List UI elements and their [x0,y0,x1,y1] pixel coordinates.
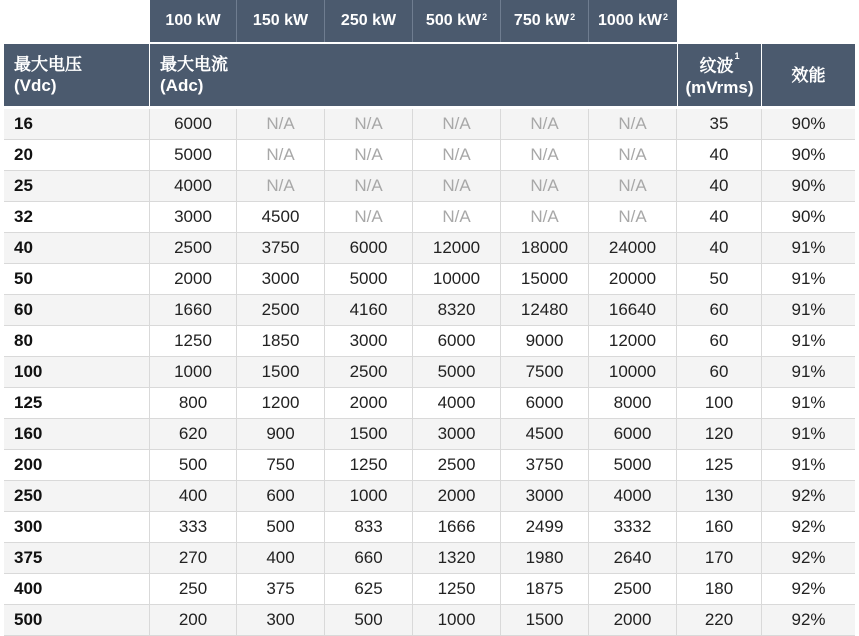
current-100kw-cell: 333 [150,512,237,542]
current-500kw-cell: N/A [413,202,501,232]
current-100kw-cell: 400 [150,481,237,511]
voltage-cell: 20 [4,140,150,170]
current-150kw-cell: 300 [237,605,325,635]
ripple-cell: 220 [677,605,762,635]
current-100kw-cell: 270 [150,543,237,573]
current-1000kw-cell: 12000 [589,326,677,356]
efficiency-cell: 92% [791,517,826,536]
current-150kw-cell: N/A [237,171,325,201]
table-row [4,388,855,419]
voltage-cell: 25 [4,171,150,201]
current-500kw-cell: 5000 [413,357,501,387]
current-150kw-cell: 400 [237,543,325,573]
ripple-cell: 170 [677,543,762,573]
current-1000kw-cell: 10000 [589,357,677,387]
current-750kw-cell: N/A [501,202,589,232]
current-header-unit: (Adc) [160,76,204,95]
current-250kw-cell: N/A [325,202,413,232]
current-750kw-cell: 12480 [501,295,589,325]
current-1000kw-cell: 3332 [589,512,677,542]
voltage-cell: 200 [4,450,150,480]
current-150kw-cell: 600 [237,481,325,511]
current-500kw-cell: N/A [413,171,501,201]
current-1000kw-cell: 16640 [589,295,677,325]
current-500kw-cell: 8320 [413,295,501,325]
current-150kw-cell: 1500 [237,357,325,387]
current-250kw-cell: N/A [325,109,413,139]
efficiency-cell: 92% [791,548,826,567]
power-header-label: 1000 kW [597,12,663,29]
ripple-cell: 60 [677,357,762,387]
voltage-cell: 50 [4,264,150,294]
current-1000kw-cell: 2000 [589,605,677,635]
footnote-marker: 2 [663,12,669,22]
current-500kw-cell: 10000 [413,264,501,294]
voltage-cell: 60 [4,295,150,325]
efficiency-cell: 90% [791,145,826,164]
efficiency-cell: 92% [791,610,826,629]
efficiency-cell: 91% [791,300,826,319]
current-750kw-cell: 18000 [501,233,589,263]
current-750kw-cell: 6000 [501,388,589,418]
footnote-marker: 2 [482,12,488,22]
table-row [4,202,855,233]
ripple-cell: 160 [677,512,762,542]
current-500kw-cell: 2500 [413,450,501,480]
current-150kw-cell: 3000 [237,264,325,294]
current-150kw-cell: 750 [237,450,325,480]
current-1000kw-cell: N/A [589,202,677,232]
table-row [4,171,855,202]
current-250kw-cell: 2500 [325,357,413,387]
table-row [4,295,855,326]
current-header [150,44,677,106]
power-header-500kw [413,0,501,42]
efficiency-header [762,44,855,106]
efficiency-cell: 91% [791,238,826,257]
voltage-cell: 32 [4,202,150,232]
current-750kw-cell: 9000 [501,326,589,356]
ripple-cell: 120 [677,419,762,449]
current-250kw-cell: 3000 [325,326,413,356]
table-row [4,357,855,388]
current-100kw-cell: 800 [150,388,237,418]
current-100kw-cell: 5000 [150,140,237,170]
efficiency-cell: 90% [791,176,826,195]
ripple-cell: 130 [677,481,762,511]
current-1000kw-cell: N/A [589,140,677,170]
voltage-cell: 250 [4,481,150,511]
current-500kw-cell: 12000 [413,233,501,263]
table-row [4,419,855,450]
current-500kw-cell: N/A [413,109,501,139]
current-250kw-cell: 4160 [325,295,413,325]
table-row [4,512,855,543]
voltage-cell: 40 [4,233,150,263]
ripple-cell: 40 [677,140,762,170]
current-500kw-cell: 1000 [413,605,501,635]
ripple-header-unit: (mVrms) [685,77,754,97]
current-250kw-cell: 1250 [325,450,413,480]
voltage-cell: 125 [4,388,150,418]
current-150kw-cell: N/A [237,109,325,139]
current-1000kw-cell: 2640 [589,543,677,573]
efficiency-cell: 92% [791,579,826,598]
current-100kw-cell: 500 [150,450,237,480]
current-250kw-cell: 1500 [325,419,413,449]
current-750kw-cell: 1980 [501,543,589,573]
power-header-label: 500 kW [425,12,482,29]
current-500kw-cell: N/A [413,140,501,170]
current-100kw-cell: 620 [150,419,237,449]
power-header-250kw [325,0,413,42]
table-row [4,481,855,512]
current-250kw-cell: 625 [325,574,413,604]
power-header-1000kw [589,0,677,42]
current-100kw-cell: 250 [150,574,237,604]
voltage-header [4,44,149,106]
current-250kw-cell: N/A [325,171,413,201]
table-row [4,574,855,605]
current-750kw-cell: 4500 [501,419,589,449]
current-500kw-cell: 6000 [413,326,501,356]
current-250kw-cell: 660 [325,543,413,573]
table-row [4,233,855,264]
efficiency-cell: 91% [791,269,826,288]
current-250kw-cell: 833 [325,512,413,542]
current-150kw-cell: 3750 [237,233,325,263]
current-750kw-cell: 3750 [501,450,589,480]
power-header-750kw [501,0,589,42]
efficiency-cell: 90% [791,114,826,133]
current-750kw-cell: N/A [501,140,589,170]
current-500kw-cell: 3000 [413,419,501,449]
footnote-marker: 2 [570,12,576,22]
current-1000kw-cell: 8000 [589,388,677,418]
current-150kw-cell: 4500 [237,202,325,232]
table-row [4,109,855,140]
current-100kw-cell: 1660 [150,295,237,325]
current-100kw-cell: 1000 [150,357,237,387]
current-1000kw-cell: 4000 [589,481,677,511]
voltage-cell: 100 [4,357,150,387]
current-750kw-cell: N/A [501,171,589,201]
voltage-cell: 300 [4,512,150,542]
power-header-label: 750 kW [513,12,570,29]
current-500kw-cell: 1250 [413,574,501,604]
current-150kw-cell: 500 [237,512,325,542]
ripple-header-title [699,52,739,77]
voltage-cell: 375 [4,543,150,573]
current-100kw-cell: 4000 [150,171,237,201]
efficiency-cell: 92% [791,486,826,505]
current-1000kw-cell: 20000 [589,264,677,294]
current-100kw-cell: 200 [150,605,237,635]
power-header-label: 100 kW [165,12,221,29]
current-150kw-cell: 2500 [237,295,325,325]
voltage-cell: 80 [4,326,150,356]
current-150kw-cell: 900 [237,419,325,449]
table-row [4,543,855,574]
current-100kw-cell: 6000 [150,109,237,139]
current-250kw-cell: 5000 [325,264,413,294]
power-header-100kw [150,0,237,42]
voltage-cell: 160 [4,419,150,449]
table-row [4,326,855,357]
voltage-header-title: 最大电压 [14,55,82,74]
ripple-cell: 180 [677,574,762,604]
current-100kw-cell: 3000 [150,202,237,232]
ripple-cell: 35 [677,109,762,139]
voltage-cell: 16 [4,109,150,139]
current-750kw-cell: 2499 [501,512,589,542]
efficiency-cell: 91% [791,424,826,443]
current-250kw-cell: 500 [325,605,413,635]
current-250kw-cell: 1000 [325,481,413,511]
current-1000kw-cell: N/A [589,171,677,201]
efficiency-cell: 90% [791,207,826,226]
current-500kw-cell: 1666 [413,512,501,542]
current-1000kw-cell: 5000 [589,450,677,480]
current-150kw-cell: 1200 [237,388,325,418]
current-1000kw-cell: N/A [589,109,677,139]
current-500kw-cell: 2000 [413,481,501,511]
current-750kw-cell: 1875 [501,574,589,604]
efficiency-cell: 91% [791,331,826,350]
ripple-cell: 100 [677,388,762,418]
voltage-cell: 500 [4,605,150,635]
table-row [4,264,855,295]
power-header-label: 150 kW [252,12,309,29]
footnote-marker: 1 [734,51,740,62]
power-header-150kw [237,0,325,42]
current-150kw-cell: N/A [237,140,325,170]
voltage-header-unit: (Vdc) [14,76,57,95]
efficiency-cell: 91% [791,362,826,381]
current-1000kw-cell: 6000 [589,419,677,449]
table-row [4,140,855,171]
current-150kw-cell: 375 [237,574,325,604]
current-1000kw-cell: 24000 [589,233,677,263]
current-750kw-cell: 1500 [501,605,589,635]
ripple-cell: 60 [677,295,762,325]
current-750kw-cell: N/A [501,109,589,139]
current-header-title: 最大电流 [160,55,228,74]
ripple-cell: 125 [677,450,762,480]
current-250kw-cell: N/A [325,140,413,170]
current-500kw-cell: 4000 [413,388,501,418]
ripple-cell: 40 [677,202,762,232]
current-250kw-cell: 2000 [325,388,413,418]
table-row [4,450,855,481]
current-100kw-cell: 1250 [150,326,237,356]
efficiency-header-title: 效能 [791,65,826,85]
ripple-cell: 50 [677,264,762,294]
table-row [4,605,855,636]
efficiency-cell: 91% [791,455,826,474]
current-100kw-cell: 2500 [150,233,237,263]
ripple-cell: 60 [677,326,762,356]
ripple-cell: 40 [677,233,762,263]
efficiency-cell: 91% [791,393,826,412]
ripple-cell: 40 [677,171,762,201]
ripple-header-label: 纹波 [699,56,734,76]
current-1000kw-cell: 2500 [589,574,677,604]
current-500kw-cell: 1320 [413,543,501,573]
current-150kw-cell: 1850 [237,326,325,356]
power-header-label: 250 kW [340,12,397,29]
voltage-cell: 400 [4,574,150,604]
current-250kw-cell: 6000 [325,233,413,263]
current-750kw-cell: 15000 [501,264,589,294]
current-750kw-cell: 7500 [501,357,589,387]
ripple-header [678,44,761,106]
current-750kw-cell: 3000 [501,481,589,511]
current-100kw-cell: 2000 [150,264,237,294]
